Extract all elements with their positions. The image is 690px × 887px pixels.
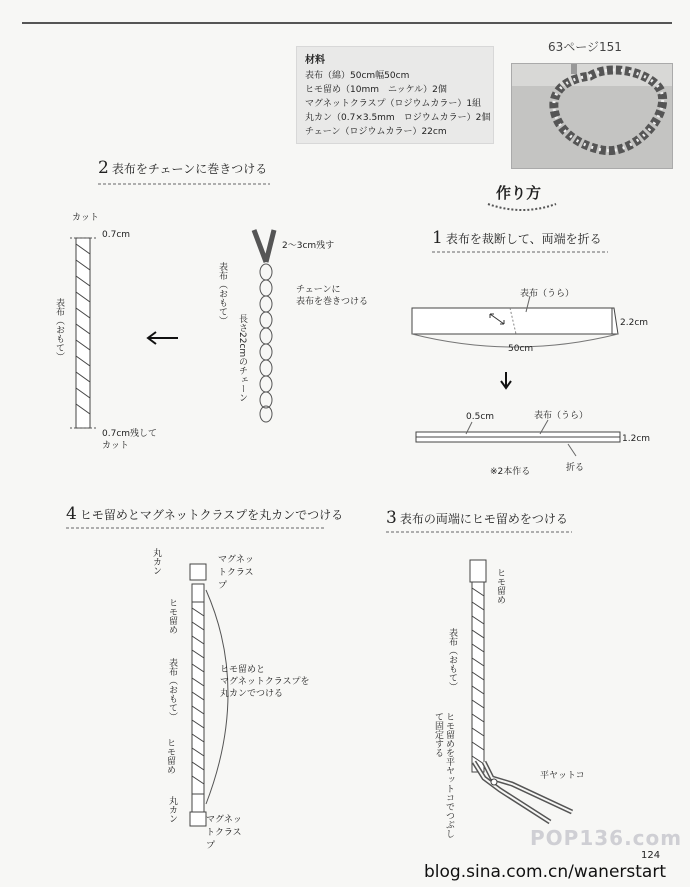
cord-end-bottom-label: ヒモ留め: [165, 738, 175, 774]
left-arrow-icon: [148, 332, 178, 344]
jump-ring-top-label: 丸カン: [151, 548, 161, 575]
cord-end-top-label: ヒモ留め: [167, 598, 177, 634]
fold-label: 折る: [566, 463, 585, 473]
step4-number: 4: [66, 504, 77, 524]
bracelet-photo-illustration: [512, 64, 672, 168]
margin-0-5cm-label: 0.5cm: [466, 412, 495, 422]
leave-2-3cm-label: 2〜3cm残す: [282, 241, 335, 251]
step3-heading: [386, 508, 568, 528]
magnetic-clasp-top: [190, 564, 206, 580]
fabric-front-left-label: 表布（おもて）: [54, 298, 64, 361]
attach-note-line3: 丸カンでつける: [220, 689, 284, 699]
step3-diagram: [440, 556, 580, 826]
chain-links: [254, 230, 274, 422]
flat-pliers-label: 平ヤットコ: [540, 771, 585, 781]
page-number: 124: [641, 850, 661, 861]
clasp-bottom-label: マグネットクラスプ: [206, 815, 242, 851]
cord-end: [470, 560, 486, 582]
materials-box: [296, 46, 494, 144]
step4-title: ヒモ留めとマグネットクラスプを丸カンでつける: [79, 508, 344, 522]
top-rule: [22, 22, 672, 24]
step3-number: 3: [386, 508, 397, 528]
attach-note-line1: ヒモ留めと: [220, 665, 266, 675]
bracelet-body: [192, 602, 204, 794]
step1-title: 表布を裁断して、両端を折る: [445, 232, 602, 246]
fabric-strip: [412, 308, 618, 334]
material-line: 丸カン（0.7×3.5mm ロジウムカラー）2個: [305, 113, 491, 123]
cord-end-label: ヒモ留め: [495, 568, 505, 604]
blog-url: blog.sina.com.cn/wanerstart: [424, 862, 666, 882]
step4-heading: [66, 504, 343, 524]
watermark: POP136.com: [530, 826, 683, 850]
how-to-make-title: 作り方: [496, 184, 542, 202]
chain-length-label: 長さ22cmのチェーン: [237, 314, 247, 403]
width-1-2cm-label: 1.2cm: [622, 434, 651, 444]
decorative-chain-icon: [486, 200, 558, 214]
materials-title: 材料: [305, 55, 325, 66]
length-50cm-label: 50cm: [508, 344, 534, 354]
fabric-back-label: 表布（うら）: [520, 289, 575, 299]
product-photo: [511, 63, 673, 169]
fabric-front-label: 表布（おもて）: [167, 658, 177, 721]
step2-diagram: [60, 210, 310, 440]
leave-0-7cm-label: 0.7cm残して: [102, 429, 158, 439]
fabric-back-label-2: 表布（うら）: [534, 411, 589, 421]
step1-heading: [432, 228, 602, 248]
step1-number: 1: [432, 228, 443, 248]
step1-diagram: [400, 286, 650, 476]
down-arrow-icon: [501, 372, 511, 388]
step3-title: 表布の両端にヒモ留めをつける: [399, 512, 568, 526]
step2-heading: [98, 158, 267, 178]
cut-bottom-label: カット: [102, 441, 129, 451]
width-2-2cm-label: 2.2cm: [620, 318, 649, 328]
step1-underline: [432, 250, 608, 254]
cord-end-bottom: [192, 794, 204, 812]
step4-underline: [66, 526, 324, 530]
material-line: チェーン（ロジウムカラー）22cm: [305, 127, 447, 137]
cut-top-label: カット: [72, 213, 99, 223]
wrap-note-line1: チェーンに: [296, 285, 341, 295]
magnetic-clasp-bottom: [190, 812, 206, 826]
crush-note: ヒモ留めを平ヤットコでつぶして固定する: [433, 712, 454, 838]
margin-0-7cm-label: 0.7cm: [102, 230, 131, 240]
attach-note-line2: マグネットクラスプを: [220, 677, 310, 687]
make-two-note: ※2本作る: [490, 467, 531, 477]
material-line: マグネットクラスプ（ロジウムカラー）1組: [305, 99, 482, 109]
material-line: ヒモ留め（10mm ニッケル）2個: [305, 85, 447, 95]
step2-number: 2: [98, 158, 109, 178]
cord-end-top: [192, 584, 204, 602]
step2-underline: [98, 182, 270, 186]
clasp-top-label: マグネットクラスプ: [218, 555, 254, 591]
fabric-front-label-step3: 表布（おもて）: [447, 628, 457, 691]
jump-ring-bottom-label: 丸カン: [167, 796, 177, 823]
material-line: 表布（綿）50cm幅50cm: [305, 71, 410, 81]
fabric-front-right-label: 表布（おもて）: [217, 262, 227, 325]
step2-title: 表布をチェーンに巻きつける: [111, 162, 268, 176]
step3-underline: [386, 530, 572, 534]
wrap-note-line2: 表布を巻きつける: [296, 297, 369, 307]
page-reference: 63ページ151: [548, 40, 622, 54]
